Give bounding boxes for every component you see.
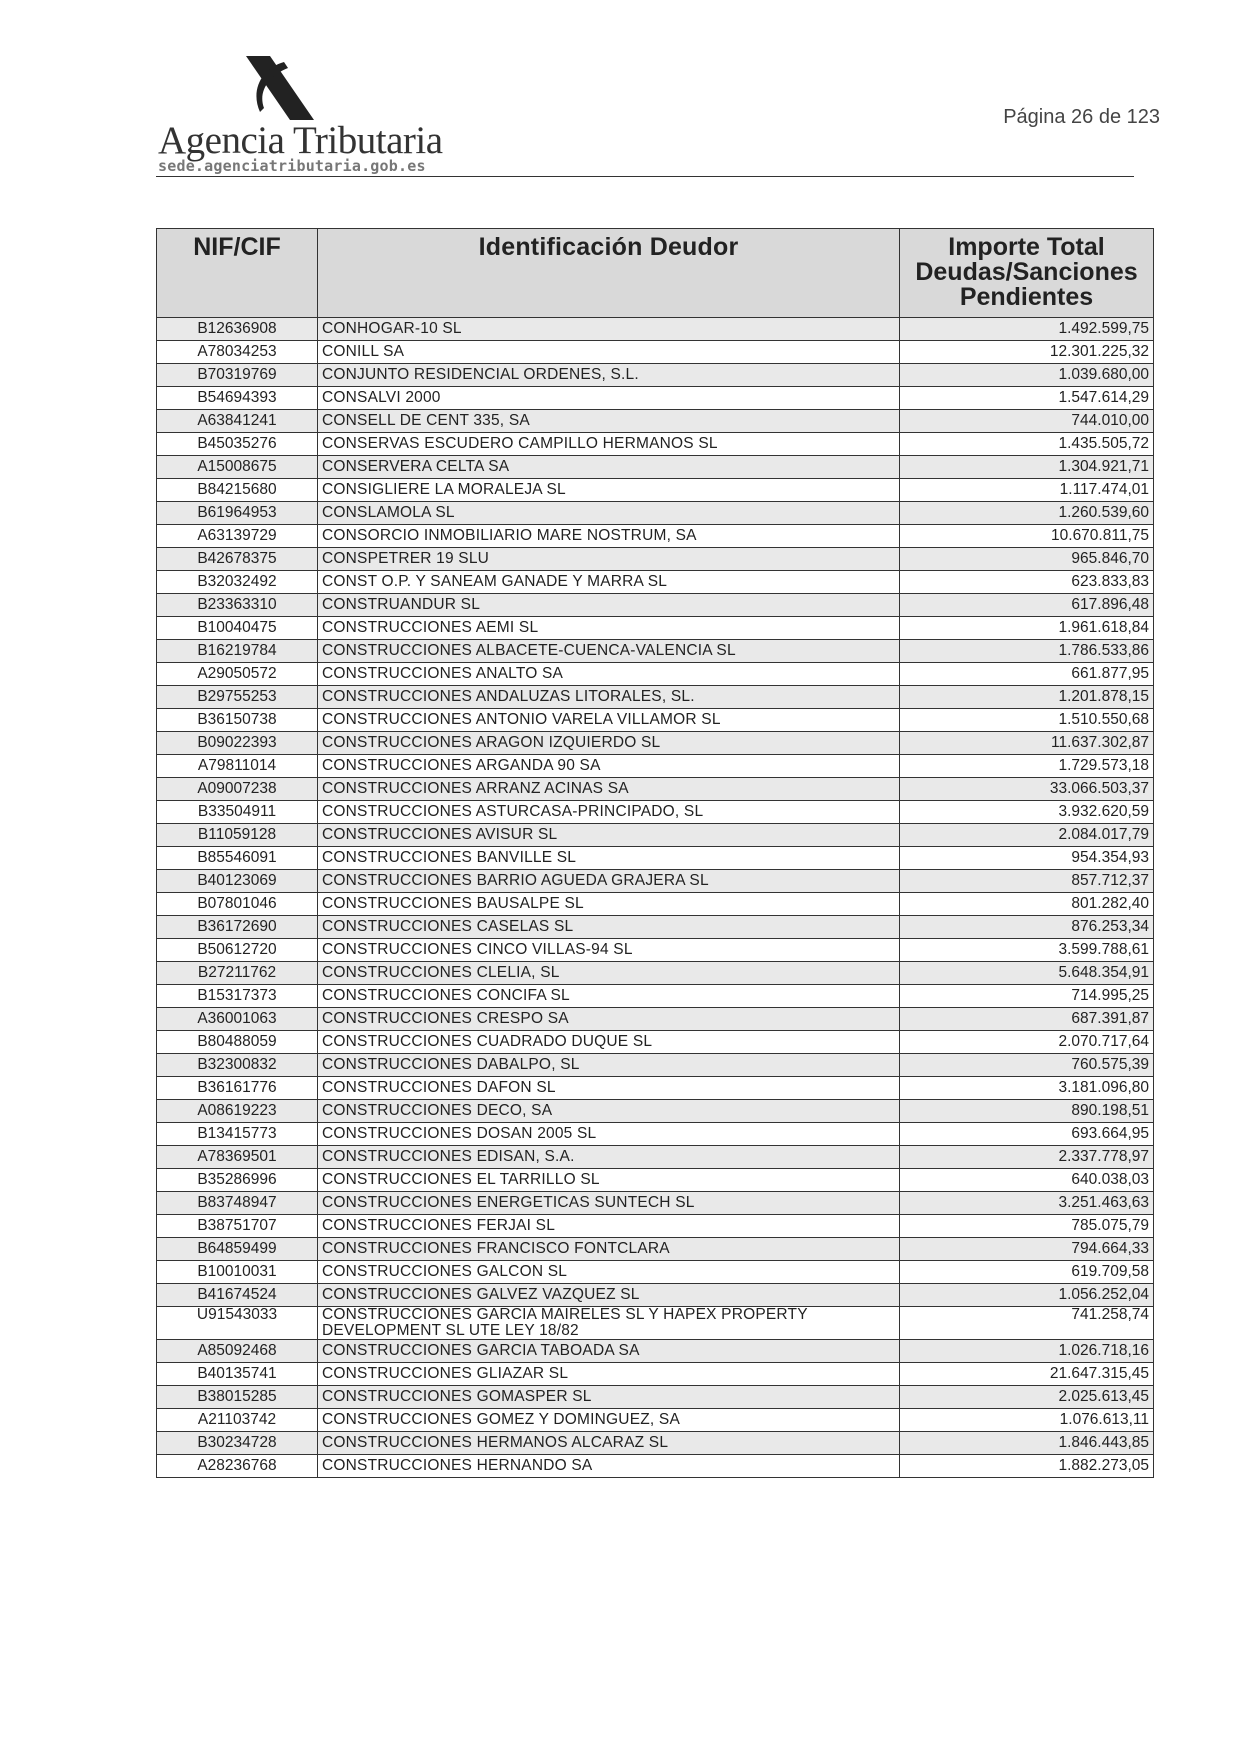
table-header-row [157,229,1154,318]
debtor-cell: CONSTRUCCIONES CASELAS SL [318,916,900,939]
debtor-cell: CONSTRUCCIONES CLELIA, SL [318,962,900,985]
debtor-cell: CONSTRUCCIONES DOSAN 2005 SL [318,1123,900,1146]
amount-cell: 21.647.315,45 [900,1363,1154,1386]
table-row [157,893,1154,916]
amount-cell: 3.599.788,61 [900,939,1154,962]
table-row [157,962,1154,985]
debtor-cell: CONSTRUCCIONES ARAGON IZQUIERDO SL [318,732,900,755]
amount-cell: 1.882.273,05 [900,1455,1154,1478]
table-row [157,686,1154,709]
table-row [157,1169,1154,1192]
nif-cell: B42678375 [157,548,318,571]
amount-cell: 1.039.680,00 [900,364,1154,387]
amount-cell: 1.492.599,75 [900,318,1154,341]
table-row [157,1008,1154,1031]
table-row [157,318,1154,341]
table-row [157,1340,1154,1363]
table-row [157,479,1154,502]
table-row [157,732,1154,755]
amount-cell: 2.025.613,45 [900,1386,1154,1409]
amount-cell: 1.786.533,86 [900,640,1154,663]
nif-cell: B13415773 [157,1123,318,1146]
nif-cell: A29050572 [157,663,318,686]
table-row [157,1146,1154,1169]
nif-cell: B36172690 [157,916,318,939]
table-row [157,755,1154,778]
amount-cell: 661.877,95 [900,663,1154,686]
table-row [157,456,1154,479]
table-row [157,1432,1154,1455]
debtors-table [156,228,1154,1478]
table-row [157,1363,1154,1386]
nif-cell: A78369501 [157,1146,318,1169]
amount-cell: 965.846,70 [900,548,1154,571]
amount-cell: 857.712,37 [900,870,1154,893]
debtor-cell: CONSTRUCCIONES ALBACETE-CUENCA-VALENCIA SL [318,640,900,663]
amount-cell: 640.038,03 [900,1169,1154,1192]
table-row [157,1054,1154,1077]
table-row [157,594,1154,617]
table-row [157,663,1154,686]
nif-cell: B27211762 [157,962,318,985]
amount-cell: 1.547.614,29 [900,387,1154,410]
table-row [157,1123,1154,1146]
nif-cell: B40135741 [157,1363,318,1386]
debtor-cell: CONSTRUCCIONES HERMANOS ALCARAZ SL [318,1432,900,1455]
debtor-cell: CONSTRUCCIONES DAFON SL [318,1077,900,1100]
agency-logo [158,56,443,175]
nif-cell: B33504911 [157,801,318,824]
debtor-cell: CONSTRUCCIONES ANTONIO VARELA VILLAMOR SL [318,709,900,732]
amount-cell: 693.664,95 [900,1123,1154,1146]
debtor-cell: CONSTRUCCIONES GALVEZ VAZQUEZ SL [318,1284,900,1307]
debtor-cell: CONSPETRER 19 SLU [318,548,900,571]
debtor-cell: CONSTRUCCIONES DABALPO, SL [318,1054,900,1077]
amount-cell: 876.253,34 [900,916,1154,939]
amount-cell: 33.066.503,37 [900,778,1154,801]
table-row [157,548,1154,571]
nif-cell: B38015285 [157,1386,318,1409]
debtor-cell: CONJUNTO RESIDENCIAL ORDENES, S.L. [318,364,900,387]
debtor-cell: CONSTRUCCIONES EL TARRILLO SL [318,1169,900,1192]
debtor-cell: CONSORCIO INMOBILIARIO MARE NOSTRUM, SA [318,525,900,548]
amount-cell: 760.575,39 [900,1054,1154,1077]
debtor-cell: CONSTRUCCIONES AEMI SL [318,617,900,640]
nif-cell: B30234728 [157,1432,318,1455]
nif-cell: U91543033 [157,1307,318,1340]
nif-cell: B11059128 [157,824,318,847]
column-header-nif: NIF/CIF [157,229,318,318]
amount-cell: 794.664,33 [900,1238,1154,1261]
debtor-cell: CONSTRUCCIONES DECO, SA [318,1100,900,1123]
nif-cell: B70319769 [157,364,318,387]
table-row [157,939,1154,962]
nif-cell: B38751707 [157,1215,318,1238]
amount-cell: 11.637.302,87 [900,732,1154,755]
nif-cell: A09007238 [157,778,318,801]
header-divider [156,176,1134,177]
table-row [157,1077,1154,1100]
debtor-cell: CONSERVAS ESCUDERO CAMPILLO HERMANOS SL [318,433,900,456]
table-row [157,1307,1154,1340]
amount-cell: 1.026.718,16 [900,1340,1154,1363]
debtor-cell: CONSERVERA CELTA SA [318,456,900,479]
nif-cell: A28236768 [157,1455,318,1478]
amount-cell: 741.258,74 [900,1307,1154,1340]
nif-cell: B15317373 [157,985,318,1008]
amount-cell: 801.282,40 [900,893,1154,916]
nif-cell: B80488059 [157,1031,318,1054]
amount-cell: 623.833,83 [900,571,1154,594]
nif-cell: B36150738 [157,709,318,732]
nif-cell: B61964953 [157,502,318,525]
table-row [157,847,1154,870]
debtor-cell: CONSTRUCCIONES BAUSALPE SL [318,893,900,916]
table-row [157,364,1154,387]
amount-cell: 1.056.252,04 [900,1284,1154,1307]
nif-cell: B84215680 [157,479,318,502]
nif-cell: A78034253 [157,341,318,364]
amount-cell: 617.896,48 [900,594,1154,617]
nif-cell: A08619223 [157,1100,318,1123]
debtor-cell: CONSTRUCCIONES HERNANDO SA [318,1455,900,1478]
table-row [157,617,1154,640]
table-row [157,1409,1154,1432]
debtor-cell: CONSTRUCCIONES ARRANZ ACINAS SA [318,778,900,801]
table-row [157,1261,1154,1284]
amount-cell: 3.251.463,63 [900,1192,1154,1215]
debtor-cell: CONSTRUCCIONES GLIAZAR SL [318,1363,900,1386]
nif-cell: A63139729 [157,525,318,548]
table-row [157,410,1154,433]
nif-cell: B41674524 [157,1284,318,1307]
nif-cell: B23363310 [157,594,318,617]
table-row [157,824,1154,847]
debtor-cell: CONSTRUCCIONES ARGANDA 90 SA [318,755,900,778]
amount-cell: 1.435.505,72 [900,433,1154,456]
column-header-amount: Importe Total Deudas/Sanciones Pendientes [900,229,1154,318]
nif-cell: B10040475 [157,617,318,640]
amount-cell: 687.391,87 [900,1008,1154,1031]
nif-cell: B32300832 [157,1054,318,1077]
debtor-cell: CONSTRUCCIONES GALCON SL [318,1261,900,1284]
table-row [157,778,1154,801]
table-row [157,341,1154,364]
debtor-cell: CONHOGAR-10 SL [318,318,900,341]
debtor-cell: CONSALVI 2000 [318,387,900,410]
nif-cell: B35286996 [157,1169,318,1192]
amount-cell: 10.670.811,75 [900,525,1154,548]
column-header-debtor: Identificación Deudor [318,229,900,318]
debtor-cell: CONSTRUCCIONES CUADRADO DUQUE SL [318,1031,900,1054]
nif-cell: B12636908 [157,318,318,341]
page-number: Página 26 de 123 [1003,106,1160,128]
table-row [157,433,1154,456]
nif-cell: A15008675 [157,456,318,479]
amount-cell: 2.084.017,79 [900,824,1154,847]
nif-cell: B32032492 [157,571,318,594]
table-row [157,525,1154,548]
debtor-cell: CONSTRUCCIONES ENERGETICAS SUNTECH SL [318,1192,900,1215]
table-body [157,318,1154,1478]
amount-cell: 1.846.443,85 [900,1432,1154,1455]
table-row [157,640,1154,663]
agency-logo-mark-icon [240,56,320,124]
table-row [157,1386,1154,1409]
debtor-cell: CONSTRUCCIONES AVISUR SL [318,824,900,847]
nif-cell: B85546091 [157,847,318,870]
amount-cell: 1.510.550,68 [900,709,1154,732]
nif-cell: B36161776 [157,1077,318,1100]
table-row [157,1284,1154,1307]
nif-cell: B07801046 [157,893,318,916]
debtor-cell: CONSTRUCCIONES FERJAI SL [318,1215,900,1238]
table-row [157,870,1154,893]
table-row [157,1031,1154,1054]
nif-cell: B40123069 [157,870,318,893]
nif-cell: B29755253 [157,686,318,709]
nif-cell: A63841241 [157,410,318,433]
nif-cell: A79811014 [157,755,318,778]
amount-cell: 890.198,51 [900,1100,1154,1123]
debtor-cell: CONSTRUCCIONES GOMEZ Y DOMINGUEZ, SA [318,1409,900,1432]
debtor-cell: CONSTRUCCIONES EDISAN, S.A. [318,1146,900,1169]
table-row [157,1455,1154,1478]
debtor-cell: CONSIGLIERE LA MORALEJA SL [318,479,900,502]
table-row [157,571,1154,594]
table-row [157,1215,1154,1238]
debtor-cell: CONSTRUCCIONES FRANCISCO FONTCLARA [318,1238,900,1261]
debtor-cell: CONSTRUCCIONES BANVILLE SL [318,847,900,870]
debtor-cell: CONSTRUCCIONES CRESPO SA [318,1008,900,1031]
amount-cell: 1.304.921,71 [900,456,1154,479]
table-row [157,1100,1154,1123]
nif-cell: B64859499 [157,1238,318,1261]
nif-cell: B16219784 [157,640,318,663]
amount-cell: 3.181.096,80 [900,1077,1154,1100]
table-row [157,985,1154,1008]
debtor-cell: CONSTRUANDUR SL [318,594,900,617]
amount-cell: 1.201.878,15 [900,686,1154,709]
table-row [157,1192,1154,1215]
amount-cell: 3.932.620,59 [900,801,1154,824]
amount-cell: 1.260.539,60 [900,502,1154,525]
table-row [157,801,1154,824]
debtor-cell: CONSTRUCCIONES GARCIA TABOADA SA [318,1340,900,1363]
debtor-cell: CONST O.P. Y SANEAM GANADE Y MARRA SL [318,571,900,594]
amount-cell: 785.075,79 [900,1215,1154,1238]
amount-cell: 12.301.225,32 [900,341,1154,364]
table-row [157,1238,1154,1261]
debtor-cell: CONSTRUCCIONES ASTURCASA-PRINCIPADO, SL [318,801,900,824]
amount-cell: 5.648.354,91 [900,962,1154,985]
nif-cell: B10010031 [157,1261,318,1284]
debtor-cell: CONSTRUCCIONES ANDALUZAS LITORALES, SL. [318,686,900,709]
debtor-cell: CONILL SA [318,341,900,364]
nif-cell: B50612720 [157,939,318,962]
amount-cell: 2.070.717,64 [900,1031,1154,1054]
debtor-cell: CONSTRUCCIONES BARRIO AGUEDA GRAJERA SL [318,870,900,893]
nif-cell: A36001063 [157,1008,318,1031]
nif-cell: A21103742 [157,1409,318,1432]
agency-name: Agencia Tributaria [158,119,443,162]
debtor-cell: CONSELL DE CENT 335, SA [318,410,900,433]
nif-cell: A85092468 [157,1340,318,1363]
amount-cell: 2.337.778,97 [900,1146,1154,1169]
amount-cell: 1.076.613,11 [900,1409,1154,1432]
amount-cell: 619.709,58 [900,1261,1154,1284]
nif-cell: B45035276 [157,433,318,456]
nif-cell: B83748947 [157,1192,318,1215]
nif-cell: B09022393 [157,732,318,755]
amount-cell: 744.010,00 [900,410,1154,433]
nif-cell: B54694393 [157,387,318,410]
debtor-cell: CONSTRUCCIONES CONCIFA SL [318,985,900,1008]
table-row [157,709,1154,732]
amount-cell: 1.117.474,01 [900,479,1154,502]
debtor-cell: CONSTRUCCIONES GARCIA MAIRELES SL Y HAPEX PROPERTY DEVELOPMENT SL UTE LEY 18/82 [318,1307,900,1340]
agency-url: sede.agenciatributaria.gob.es [158,157,426,175]
table-row [157,387,1154,410]
amount-cell: 714.995,25 [900,985,1154,1008]
table-row [157,502,1154,525]
debtor-cell: CONSTRUCCIONES CINCO VILLAS-94 SL [318,939,900,962]
table-row [157,916,1154,939]
amount-cell: 1.729.573,18 [900,755,1154,778]
debtor-cell: CONSLAMOLA SL [318,502,900,525]
debtor-cell: CONSTRUCCIONES ANALTO SA [318,663,900,686]
debtor-cell: CONSTRUCCIONES GOMASPER SL [318,1386,900,1409]
amount-cell: 1.961.618,84 [900,617,1154,640]
amount-cell: 954.354,93 [900,847,1154,870]
